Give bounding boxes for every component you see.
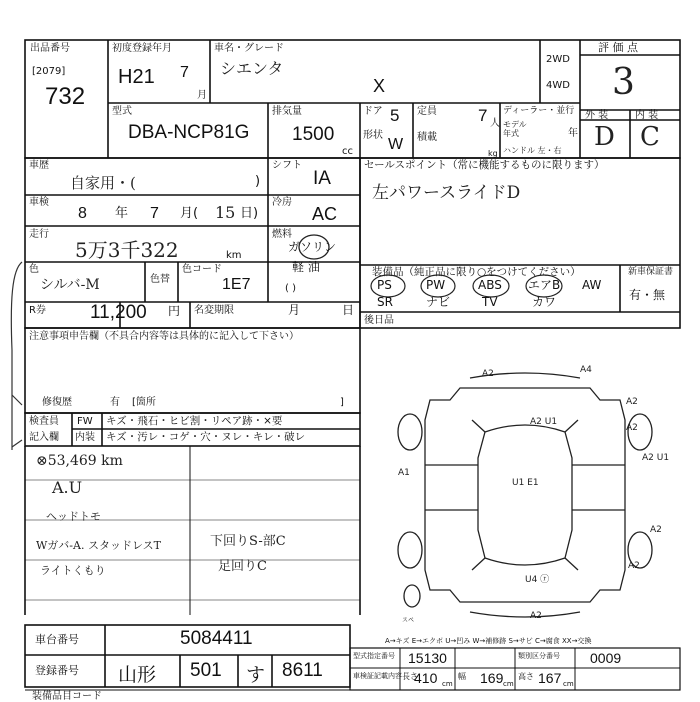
reg-label: 登録番号 xyxy=(35,664,79,677)
shift-value: IA xyxy=(313,168,331,189)
score-label: 評 価 点 xyxy=(598,41,638,54)
fuel-circle-icon xyxy=(296,232,332,262)
inspector-label-1: 検査員 xyxy=(29,416,59,427)
mark-rear-right-a2: A2 xyxy=(626,423,638,433)
width-label: 幅 xyxy=(458,672,466,681)
length-value: 410 xyxy=(414,670,438,686)
mileage: 5万3千322 xyxy=(75,238,179,262)
mark-right-a2: A2 xyxy=(626,397,638,407)
repair-label: 修復歴 xyxy=(42,397,72,408)
class-label: 類別区分番号 xyxy=(518,652,560,660)
height-unit: cm xyxy=(563,680,574,688)
lot-sub: [2079] xyxy=(32,66,66,77)
repair-has: 有 xyxy=(110,397,120,408)
equip-aw: AW xyxy=(582,278,602,292)
cc-unit: cc xyxy=(342,146,353,157)
mark-tail-u4: U4 ⓡ xyxy=(525,575,550,585)
mark-rear-wheel-a2: A2 xyxy=(628,561,640,571)
history-close: ) xyxy=(255,174,261,189)
report-label: 注意事項申告欄（不具合内容等は具体的に記入して下さい） xyxy=(29,331,299,342)
width-value: 169 xyxy=(480,670,504,686)
note-mileage: ⊗53,469 km xyxy=(36,453,123,469)
height-value: 167 xyxy=(538,670,562,686)
width-unit: cm xyxy=(503,680,514,688)
mark-hood-a2: A2 U1 xyxy=(530,417,558,427)
diagram-legend: A→キズ E→エクボ U→凹み W→補修跡 S→サビ C→腐食 XX→交換 xyxy=(385,637,592,645)
period-day: 日 xyxy=(342,303,355,317)
note-line-4: ライトくもり xyxy=(40,564,106,577)
inspector-label-2: 記入欄 xyxy=(29,432,59,443)
color-code: 1E7 xyxy=(222,276,251,293)
repair-close: ] xyxy=(340,397,344,408)
doors-label: ドア xyxy=(363,106,383,117)
insp-day: 15 xyxy=(215,203,236,222)
equip-ps: PS xyxy=(377,278,392,292)
ext-label: 外 装 xyxy=(585,110,609,121)
insp-day-unit: 日) xyxy=(240,206,259,221)
year-unit: 年 xyxy=(568,128,578,139)
note-line-3: Wガバ-A. スタッドレスT xyxy=(36,539,161,552)
reg-prefecture: 山形 xyxy=(118,665,157,686)
equip-navi: ナビ xyxy=(426,295,451,309)
period-month: 月 xyxy=(288,303,301,317)
car-damage-diagram xyxy=(380,360,680,635)
type-label: 型式指定番号 xyxy=(353,652,395,660)
chassis-label: 車台番号 xyxy=(35,633,79,646)
mark-spare: スペ xyxy=(402,617,415,624)
notes-label: 後日品 xyxy=(364,315,394,326)
car-name: シエンタ xyxy=(220,59,284,78)
dealer-label: ディーラー・並行 xyxy=(503,106,575,116)
mileage-label: 走行 xyxy=(29,229,49,240)
inspection-label: 車検 xyxy=(29,197,49,208)
color-value: シルバ-M xyxy=(40,277,100,293)
repair-place: [箇所 xyxy=(132,397,156,408)
score: 3 xyxy=(612,62,635,103)
class-number: 0009 xyxy=(590,650,622,666)
mark-left-a1: A1 xyxy=(398,468,410,478)
inspector-interior: 内装 xyxy=(75,432,95,443)
period-label: 名変期限 xyxy=(194,305,234,316)
equip-circles-icon xyxy=(366,272,596,300)
grade: X xyxy=(373,76,386,96)
length-unit: cm xyxy=(442,680,453,688)
km-unit: km xyxy=(226,250,242,261)
inspector-fw: FW xyxy=(77,416,93,427)
lot-number: 732 xyxy=(45,83,86,110)
drive-4wd: 4WD xyxy=(546,80,570,91)
color-change-label: 色替 xyxy=(150,274,170,285)
ac-label: 冷房 xyxy=(272,197,292,208)
ac-value: AC xyxy=(312,204,338,224)
displacement: 1500 xyxy=(292,124,335,145)
drive-2wd: 2WD xyxy=(546,54,570,65)
color-label: 色 xyxy=(29,264,39,275)
fuel-oil: 軽 油 xyxy=(292,260,320,274)
mark-rear-a2: A2 xyxy=(530,611,542,621)
lot-label: 出品番号 xyxy=(30,43,70,54)
era-year: H21 xyxy=(118,66,155,88)
reg-class: 501 xyxy=(190,660,222,681)
disp-label: 排気量 xyxy=(272,106,302,117)
note-line-2: ヘッドトモ xyxy=(46,510,101,523)
equip-abs: ABS xyxy=(478,278,502,292)
insp-month-unit: 月( xyxy=(180,206,199,221)
insp-year-unit: 年 xyxy=(115,206,129,221)
length-label: 長さ xyxy=(402,672,418,681)
mark-right-lower-a2: A2 xyxy=(650,525,662,535)
handle-label: ハンドル 左・右 xyxy=(503,146,562,155)
fuel-label: 燃料 xyxy=(272,229,292,240)
insp-year: 8 xyxy=(78,205,87,222)
chassis-number: 5084411 xyxy=(180,628,253,649)
height-label: 高さ xyxy=(518,672,534,681)
type-number: 15130 xyxy=(408,650,447,666)
model-label: 型式 xyxy=(112,106,132,117)
warranty-label: 新車保証書 xyxy=(628,267,674,277)
inspector-row-2: キズ・汚レ・コゲ・穴・ヌレ・キレ・破レ xyxy=(106,431,306,443)
car-label: 車名・グレード xyxy=(214,43,284,54)
first-reg-label: 初度登録年月 xyxy=(112,43,172,54)
history-label: 車歴 xyxy=(29,160,49,171)
int-label: 内 装 xyxy=(635,110,659,121)
ext-grade: D xyxy=(594,122,615,152)
size-label: 車検証記載内容 xyxy=(353,672,402,680)
insp-month: 7 xyxy=(150,205,159,222)
mark-front-a2: A2 xyxy=(482,369,494,379)
recycle-label: R券 xyxy=(29,305,46,316)
capacity: 7 xyxy=(478,106,488,125)
capacity-unit: 人 xyxy=(490,118,500,129)
equip-sr: SR xyxy=(377,295,393,309)
equip-airbag: エアB xyxy=(528,278,561,292)
recycle-amount: 11,200 xyxy=(90,302,147,323)
history-value: 自家用・( xyxy=(70,174,136,192)
note-line-1: A.U xyxy=(52,478,83,497)
model-year-label: モデル 年式 xyxy=(503,120,527,138)
equip-leather: カワ xyxy=(532,295,557,309)
shift-label: シフト xyxy=(272,160,302,171)
mark-right-a2-u1: A2 U1 xyxy=(642,453,670,463)
kg-unit: kg xyxy=(488,149,498,158)
equip-label: 装備品（純正品に限り○をつけてください） xyxy=(372,266,581,278)
model-code: DBA-NCP81G xyxy=(128,122,250,143)
int-grade: C xyxy=(640,122,660,152)
mark-front-a4: A4 xyxy=(580,365,592,375)
shape: W xyxy=(388,136,404,153)
month-unit: 月 xyxy=(197,90,207,101)
note-right-1: 下回りS-部C xyxy=(210,534,286,549)
bottom-label: 装備品目コード xyxy=(32,691,102,702)
mark-roof-u1-e1: U1 E1 xyxy=(512,478,539,488)
yen-unit: 円 xyxy=(168,304,181,318)
shape-label: 形状 xyxy=(363,130,383,141)
fuel-paren: ( ) xyxy=(285,283,296,294)
capacity-label: 定員 xyxy=(417,106,437,117)
sales-point: 左パワースライドD xyxy=(372,183,521,203)
reg-number: 8611 xyxy=(282,660,323,681)
load-label: 積載 xyxy=(417,132,437,143)
fuel-gas: ガソリン xyxy=(288,240,337,254)
inspector-row-1: キズ・飛石・ヒビ割・リペア跡・×要 xyxy=(106,415,283,427)
month-num: 7 xyxy=(180,64,189,81)
doors: 5 xyxy=(390,106,400,125)
equip-pw: PW xyxy=(426,278,446,292)
equip-tv: TV xyxy=(482,295,498,309)
color-code-label: 色コード xyxy=(182,264,222,275)
reg-kana: す xyxy=(246,665,266,686)
sales-label: セールスポイント（常に機能するものに限ります） xyxy=(364,159,605,171)
note-right-2: 足回りC xyxy=(218,559,267,574)
warranty-value: 有・無 xyxy=(629,288,666,302)
